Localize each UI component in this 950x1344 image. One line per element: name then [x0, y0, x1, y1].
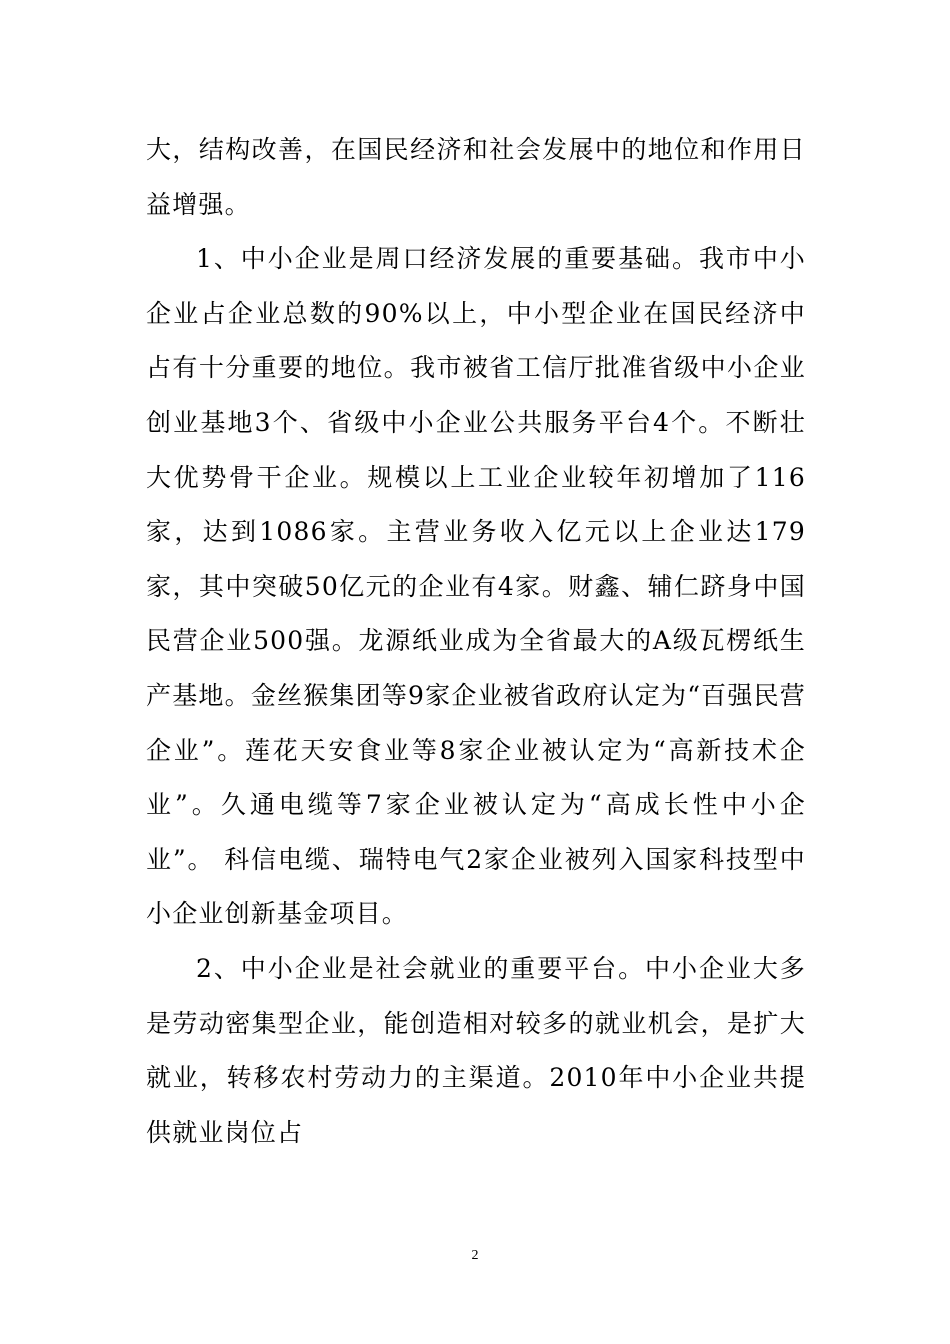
paragraph-item-2: 2、中小企业是社会就业的重要平台。中小企业大多是劳动密集型企业，能创造相对较多的就业机会，是扩大就业，转移农村劳动力的主渠道。2010年中小企业共提供就业岗位占 [146, 953, 806, 1147]
paragraph-item-1: 1、中小企业是周口经济发展的重要基础。我市中小企业占企业总数的90%以上，中小型企业在国民经济中占有十分重要的地位。我市被省工信厅批准省级中小企业创业基地3个、省级中小企业公共服务平台4个。不断壮大优势骨干企业。规模以上工业企业较年初增加了116家，达到1086家。主营业务收入亿元以上企业达179家，其中突破50亿元的企业有4家。财鑫、辅仁跻身中国民营企业500强。龙源纸业成为全省最大的A级瓦楞纸生产基地。金丝猴集团等9家企业被省政府认定为“百强民营企业”。莲花天安食业等8家企业被认定为“高新技术企业”。久通电缆等7家企业被认定为“高成长性中小企业”。 科信电缆、瑞特电气2家企业被列入国家科技型中小企业创新基金项目。 [146, 244, 806, 929]
document-body [146, 123, 806, 1160]
page-number: 2 [471, 1248, 479, 1263]
paragraph-continuation: 大，结构改善，在国民经济和社会发展中的地位和作用日益增强。 [146, 135, 806, 219]
